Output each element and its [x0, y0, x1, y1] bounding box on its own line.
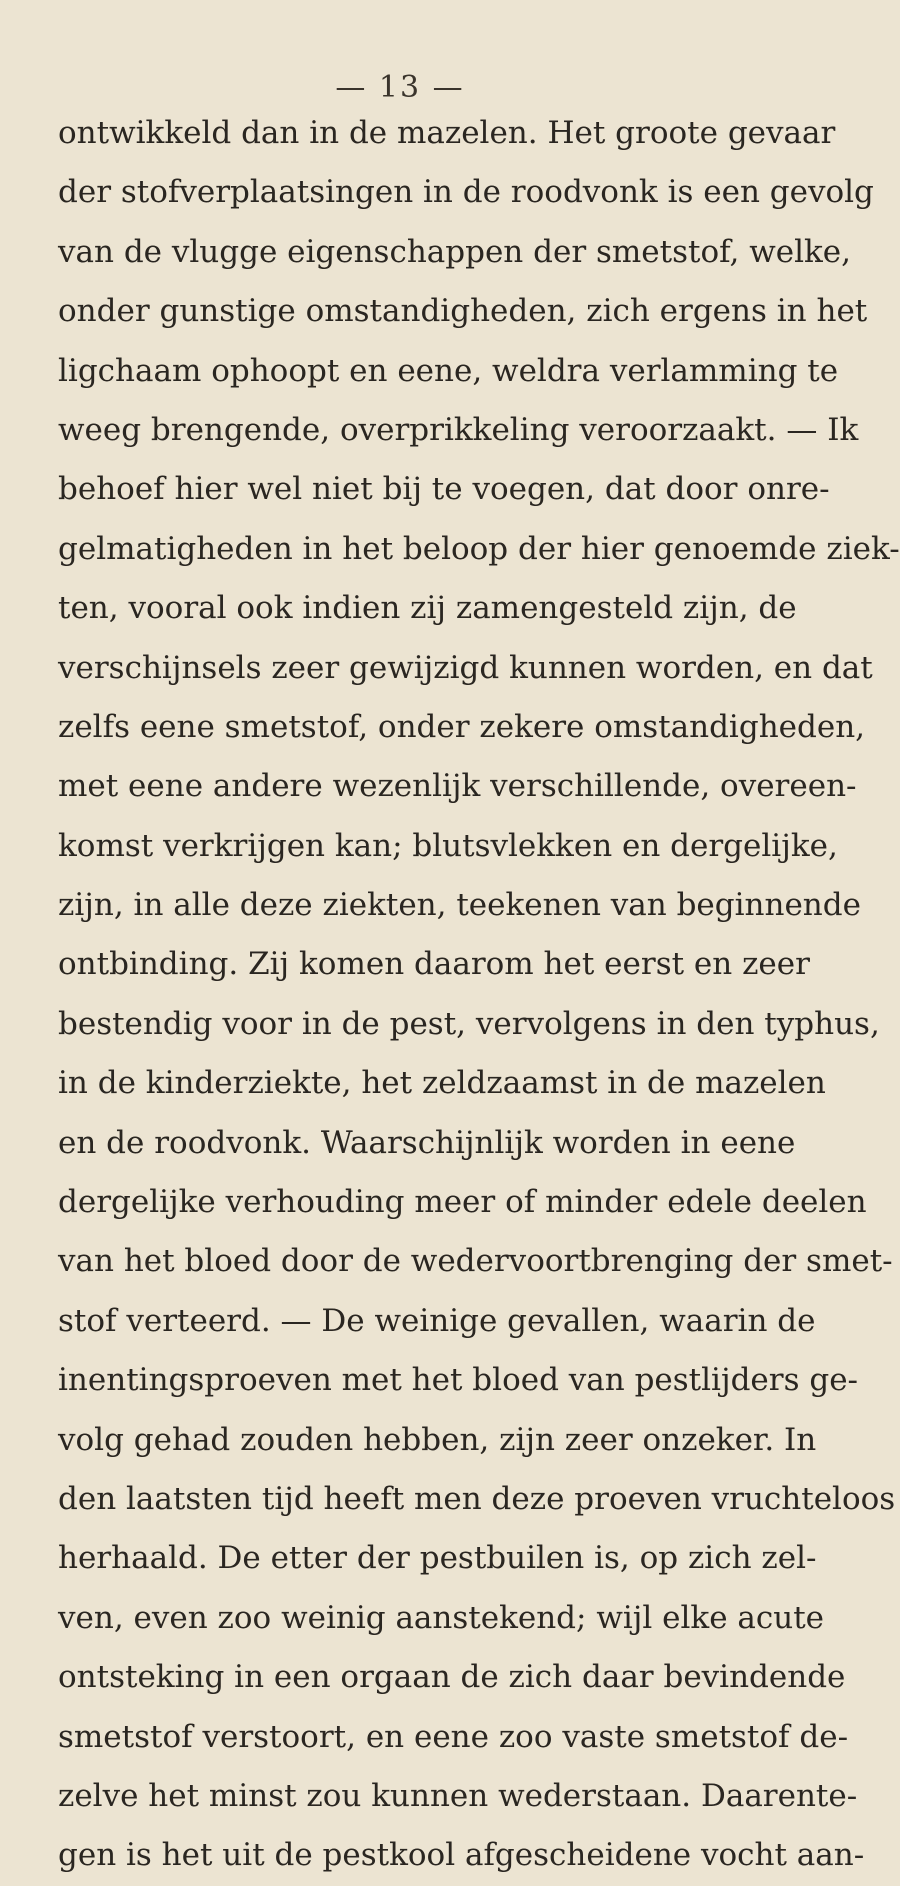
text-line: dergelijke verhouding meer of minder edele deelen	[58, 1184, 867, 1221]
text-line: onder gunstige omstandigheden, zich ergens in het	[58, 293, 868, 330]
text-line: en de roodvonk. Waarschijnlijk worden in eene	[58, 1124, 796, 1161]
text-line: den laatsten tijd heeft men deze proeven vruchteloos	[58, 1480, 896, 1517]
text-line: gelmatigheden in het beloop der hier genoemde ziek-	[58, 530, 900, 567]
text-line: weeg brengende, overprikkeling veroorzaakt. — Ik	[58, 411, 859, 448]
text-line: der stofverplaatsingen in de roodvonk is een gevolg	[58, 174, 874, 211]
text-line: stof verteerd. — De weinige gevallen, waarin de	[58, 1302, 816, 1339]
text-line: volg gehad zouden hebben, zijn zeer onzeker. In	[58, 1421, 817, 1458]
text-line: herhaald. De etter der pestbuilen is, op zich zel-	[58, 1540, 817, 1577]
text-line: zelve het minst zou kunnen wederstaan. Daarente-	[58, 1777, 858, 1814]
page-number: — 13 —	[335, 70, 465, 105]
text-line: komst verkrijgen kan; blutsvlekken en dergelijke,	[58, 827, 838, 864]
text-line: zijn, in alle deze ziekten, teekenen van beginnende	[58, 887, 861, 924]
text-line: gen is het uit de pestkool afgescheidene vocht aan-	[58, 1837, 865, 1874]
text-line: ten, vooral ook indien zij zamengesteld zijn, de	[58, 590, 797, 627]
text-line: smetstof verstoort, en eene zoo vaste smetstof de-	[58, 1718, 849, 1755]
text-line: met eene andere wezenlijk verschillende, overeen-	[58, 768, 857, 805]
text-line: ligchaam ophoopt en eene, weldra verlamming te	[58, 352, 839, 389]
text-line: in de kinderziekte, het zeldzaamst in de mazelen	[58, 1065, 826, 1102]
text-line: van het bloed door de wedervoortbrenging der smet-	[58, 1243, 893, 1280]
text-line: behoef hier wel niet bij te voegen, dat door onre-	[58, 471, 830, 508]
body-text	[58, 104, 900, 1886]
text-line: zelfs eene smetstof, onder zekere omstandigheden,	[58, 708, 866, 745]
text-line: ontbinding. Zij komen daarom het eerst en zeer	[58, 946, 810, 983]
text-line: van de vlugge eigenschappen der smetstof, welke,	[58, 233, 851, 270]
text-line: ven, even zoo weinig aanstekend; wijl elke acute	[58, 1599, 825, 1636]
text-line: ontsteking in een orgaan de zich daar bevindende	[58, 1659, 846, 1696]
text-line: inentingsproeven met het bloed van pestlijders ge-	[58, 1362, 859, 1399]
text-line: ontwikkeld dan in de mazelen. Het groote gevaar	[58, 115, 836, 151]
text-line: verschijnsels zeer gewijzigd kunnen worden, en dat	[58, 649, 873, 686]
text-line: bestendig voor in de pest, vervolgens in den typhus,	[58, 1005, 880, 1042]
